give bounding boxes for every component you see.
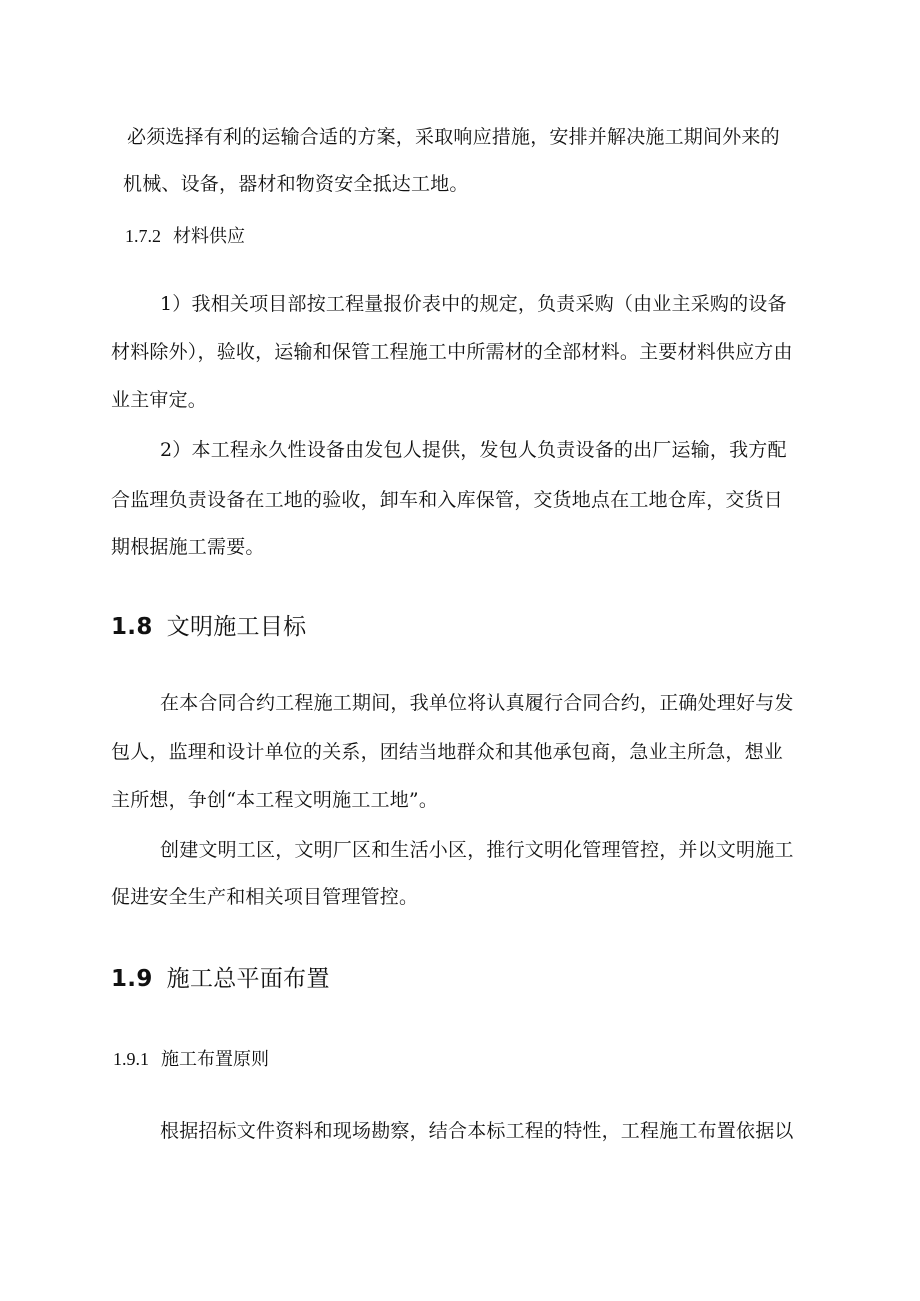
body-line: 材料除外），验收，运输和保管工程施工中所需材的全部材料。主要材料供应方由	[111, 341, 793, 363]
body-line: 1）我相关项目部按工程量报价表中的规定，负责采购（由业主采购的设备	[160, 293, 787, 315]
section-heading-1-9	[111, 964, 330, 994]
section-number: 1.7.2	[125, 226, 161, 246]
body-line: 合监理负责设备在工地的验收，卸车和入库保管，交货地点在工地仓库，交货日	[111, 489, 784, 511]
section-number: 1.9	[111, 966, 153, 992]
section-title: 材料供应	[173, 226, 245, 247]
section-heading-1-9-1	[113, 1046, 269, 1073]
section-title: 施工布置原则	[161, 1049, 269, 1070]
body-line: 促进安全生产和相关项目管理管控。	[111, 886, 419, 908]
body-line: 创建文明工区，文明厂区和生活小区，推行文明化管理管控，并以文明施工	[160, 839, 794, 861]
body-line: 根据招标文件资料和现场勘察，结合本标工程的特性，工程施工布置依据以	[160, 1120, 794, 1142]
body-line: 期根据施工需要。	[111, 536, 265, 558]
section-number: 1.9.1	[113, 1049, 149, 1069]
section-title: 施工总平面布置	[166, 966, 330, 992]
section-number: 1.8	[111, 614, 153, 640]
section-title: 文明施工目标	[166, 614, 307, 640]
body-line: 包人，监理和设计单位的关系，团结当地群众和其他承包商，急业主所急，想业	[111, 741, 784, 763]
section-heading-1-8	[111, 612, 306, 642]
body-line: 机械、设备，器材和物资安全抵达工地。	[123, 173, 469, 195]
section-heading-1-7-2	[125, 223, 245, 250]
body-line: 必须选择有利的运输合适的方案，采取响应措施，安排并解决施工期间外来的	[127, 126, 780, 148]
body-line: 2）本工程永久性设备由发包人提供，发包人负责设备的出厂运输，我方配	[160, 439, 787, 461]
body-line: 主所想，争创“本工程文明施工工地”。	[111, 789, 439, 811]
body-line: 在本合同合约工程施工期间，我单位将认真履行合同合约，正确处理好与发	[160, 692, 794, 714]
body-line: 业主审定。	[111, 389, 208, 411]
